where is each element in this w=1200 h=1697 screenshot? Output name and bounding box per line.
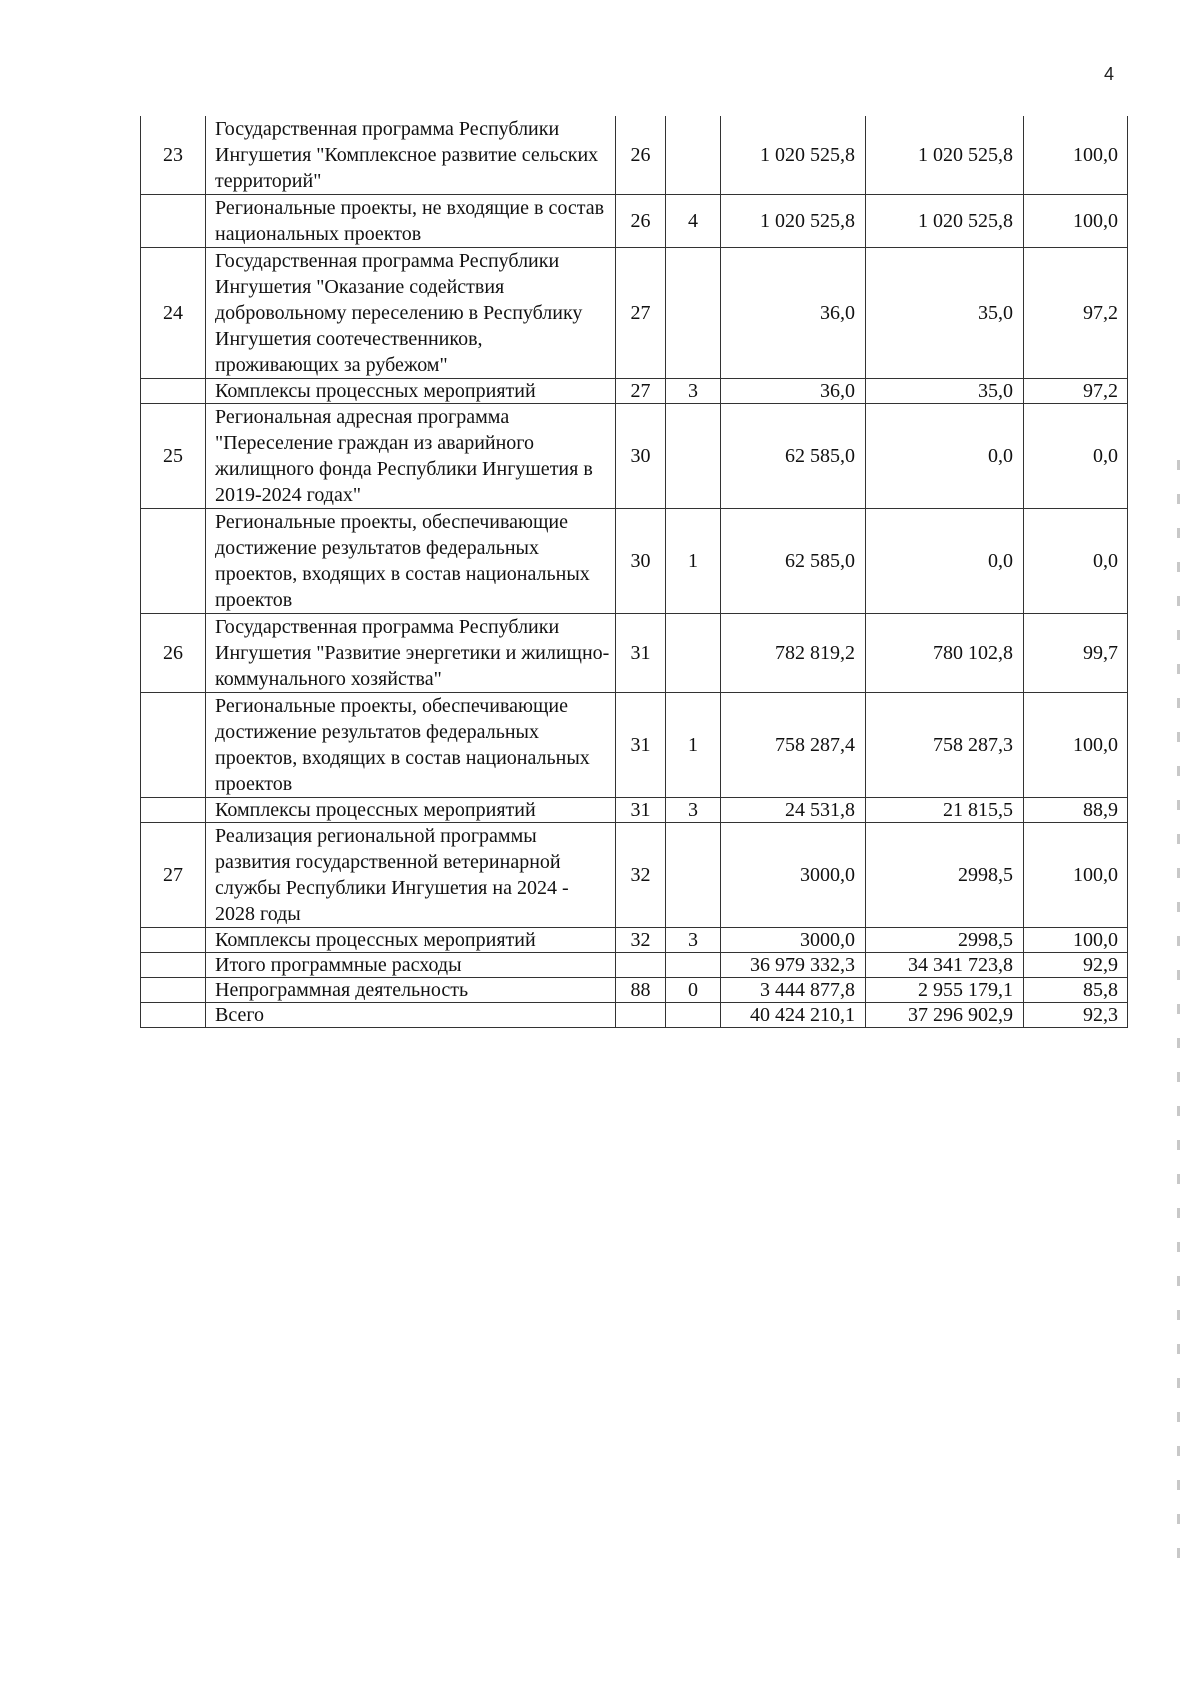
row-number: 25 [141, 404, 206, 509]
execution-percent: 100,0 [1024, 116, 1128, 195]
subprogram-code [666, 248, 721, 379]
row-number [141, 693, 206, 798]
program-code: 31 [616, 614, 666, 693]
budget-execution-table [140, 116, 1128, 1028]
row-number: 23 [141, 116, 206, 195]
execution-percent: 0,0 [1024, 509, 1128, 614]
page-number: 4 [1104, 64, 1115, 84]
execution-percent: 100,0 [1024, 928, 1128, 953]
actual-amount: 35,0 [866, 248, 1024, 379]
scan-edge-marks [1177, 460, 1180, 1560]
subprogram-code: 1 [666, 509, 721, 614]
program-name: Государственная программа Республики Ингушетия "Оказание содействия добровольному переселению в Республику Ингушетия соотечественников, проживающих за рубежом" [206, 248, 616, 379]
table-row [141, 693, 1128, 798]
program-name: Комплексы процессных мероприятий [206, 928, 616, 953]
program-name: Региональные проекты, не входящие в состав национальных проектов [206, 195, 616, 248]
table-row [141, 248, 1128, 379]
execution-percent: 99,7 [1024, 614, 1128, 693]
planned-amount: 3000,0 [721, 928, 866, 953]
actual-amount: 2 955 179,1 [866, 978, 1024, 1003]
row-number [141, 509, 206, 614]
actual-amount: 37 296 902,9 [866, 1003, 1024, 1028]
actual-amount: 34 341 723,8 [866, 953, 1024, 978]
planned-amount: 1 020 525,8 [721, 116, 866, 195]
table-row [141, 116, 1128, 195]
subprogram-code: 4 [666, 195, 721, 248]
table-row [141, 798, 1128, 823]
subprogram-code [666, 1003, 721, 1028]
execution-percent: 100,0 [1024, 823, 1128, 928]
program-code: 31 [616, 693, 666, 798]
row-number [141, 798, 206, 823]
program-name: Реализация региональной программы развития государственной ветеринарной службы Республики Ингушетия на 2024 - 2028 годы [206, 823, 616, 928]
program-name: Государственная программа Республики Ингушетия "Комплексное развитие сельских территорий" [206, 116, 616, 195]
table-row [141, 823, 1128, 928]
program-code [616, 953, 666, 978]
planned-amount: 24 531,8 [721, 798, 866, 823]
execution-percent: 97,2 [1024, 379, 1128, 404]
table-row [141, 195, 1128, 248]
row-number [141, 1003, 206, 1028]
subprogram-code [666, 953, 721, 978]
program-name: Комплексы процессных мероприятий [206, 379, 616, 404]
program-code: 32 [616, 928, 666, 953]
table-row [141, 509, 1128, 614]
planned-amount: 36,0 [721, 379, 866, 404]
subprogram-code: 3 [666, 798, 721, 823]
program-code: 30 [616, 509, 666, 614]
subprogram-code: 0 [666, 978, 721, 1003]
program-code: 88 [616, 978, 666, 1003]
program-name: Непрограммная деятельность [206, 978, 616, 1003]
row-number [141, 978, 206, 1003]
actual-amount: 35,0 [866, 379, 1024, 404]
table-row [141, 928, 1128, 953]
actual-amount: 0,0 [866, 509, 1024, 614]
row-number: 26 [141, 614, 206, 693]
planned-amount: 1 020 525,8 [721, 195, 866, 248]
subprogram-code [666, 116, 721, 195]
execution-percent: 92,9 [1024, 953, 1128, 978]
table-row [141, 614, 1128, 693]
program-name: Региональные проекты, обеспечивающие достижение результатов федеральных проектов, входящих в состав национальных проектов [206, 509, 616, 614]
program-code: 26 [616, 116, 666, 195]
planned-amount: 3000,0 [721, 823, 866, 928]
subprogram-code [666, 614, 721, 693]
planned-amount: 3 444 877,8 [721, 978, 866, 1003]
execution-percent: 88,9 [1024, 798, 1128, 823]
row-number [141, 928, 206, 953]
actual-amount: 0,0 [866, 404, 1024, 509]
program-name: Итого программные расходы [206, 953, 616, 978]
program-code: 30 [616, 404, 666, 509]
program-code: 32 [616, 823, 666, 928]
subprogram-code [666, 823, 721, 928]
planned-amount: 36 979 332,3 [721, 953, 866, 978]
planned-amount: 758 287,4 [721, 693, 866, 798]
planned-amount: 40 424 210,1 [721, 1003, 866, 1028]
execution-percent: 85,8 [1024, 978, 1128, 1003]
subprogram-code: 3 [666, 379, 721, 404]
row-number [141, 379, 206, 404]
actual-amount: 21 815,5 [866, 798, 1024, 823]
program-name: Комплексы процессных мероприятий [206, 798, 616, 823]
program-name: Региональные проекты, обеспечивающие достижение результатов федеральных проектов, входящих в состав национальных проектов [206, 693, 616, 798]
program-name: Государственная программа Республики Ингушетия "Развитие энергетики и жилищно-коммунального хозяйства" [206, 614, 616, 693]
subprogram-code: 3 [666, 928, 721, 953]
program-code: 27 [616, 248, 666, 379]
row-number [141, 195, 206, 248]
row-number [141, 953, 206, 978]
table-row [141, 379, 1128, 404]
actual-amount: 780 102,8 [866, 614, 1024, 693]
planned-amount: 62 585,0 [721, 404, 866, 509]
row-number: 27 [141, 823, 206, 928]
actual-amount: 1 020 525,8 [866, 116, 1024, 195]
program-code: 26 [616, 195, 666, 248]
execution-percent: 92,3 [1024, 1003, 1128, 1028]
program-code: 31 [616, 798, 666, 823]
program-code: 27 [616, 379, 666, 404]
program-name: Всего [206, 1003, 616, 1028]
table-row [141, 404, 1128, 509]
program-name: Региональная адресная программа "Переселение граждан из аварийного жилищного фонда Республики Ингушетия в 2019-2024 годах" [206, 404, 616, 509]
actual-amount: 2998,5 [866, 823, 1024, 928]
table-row [141, 1003, 1128, 1028]
table-row [141, 978, 1128, 1003]
execution-percent: 100,0 [1024, 195, 1128, 248]
subprogram-code [666, 404, 721, 509]
execution-percent: 100,0 [1024, 693, 1128, 798]
program-code [616, 1003, 666, 1028]
planned-amount: 62 585,0 [721, 509, 866, 614]
execution-percent: 0,0 [1024, 404, 1128, 509]
actual-amount: 2998,5 [866, 928, 1024, 953]
subprogram-code: 1 [666, 693, 721, 798]
table-row [141, 953, 1128, 978]
execution-percent: 97,2 [1024, 248, 1128, 379]
planned-amount: 782 819,2 [721, 614, 866, 693]
actual-amount: 1 020 525,8 [866, 195, 1024, 248]
planned-amount: 36,0 [721, 248, 866, 379]
actual-amount: 758 287,3 [866, 693, 1024, 798]
row-number: 24 [141, 248, 206, 379]
